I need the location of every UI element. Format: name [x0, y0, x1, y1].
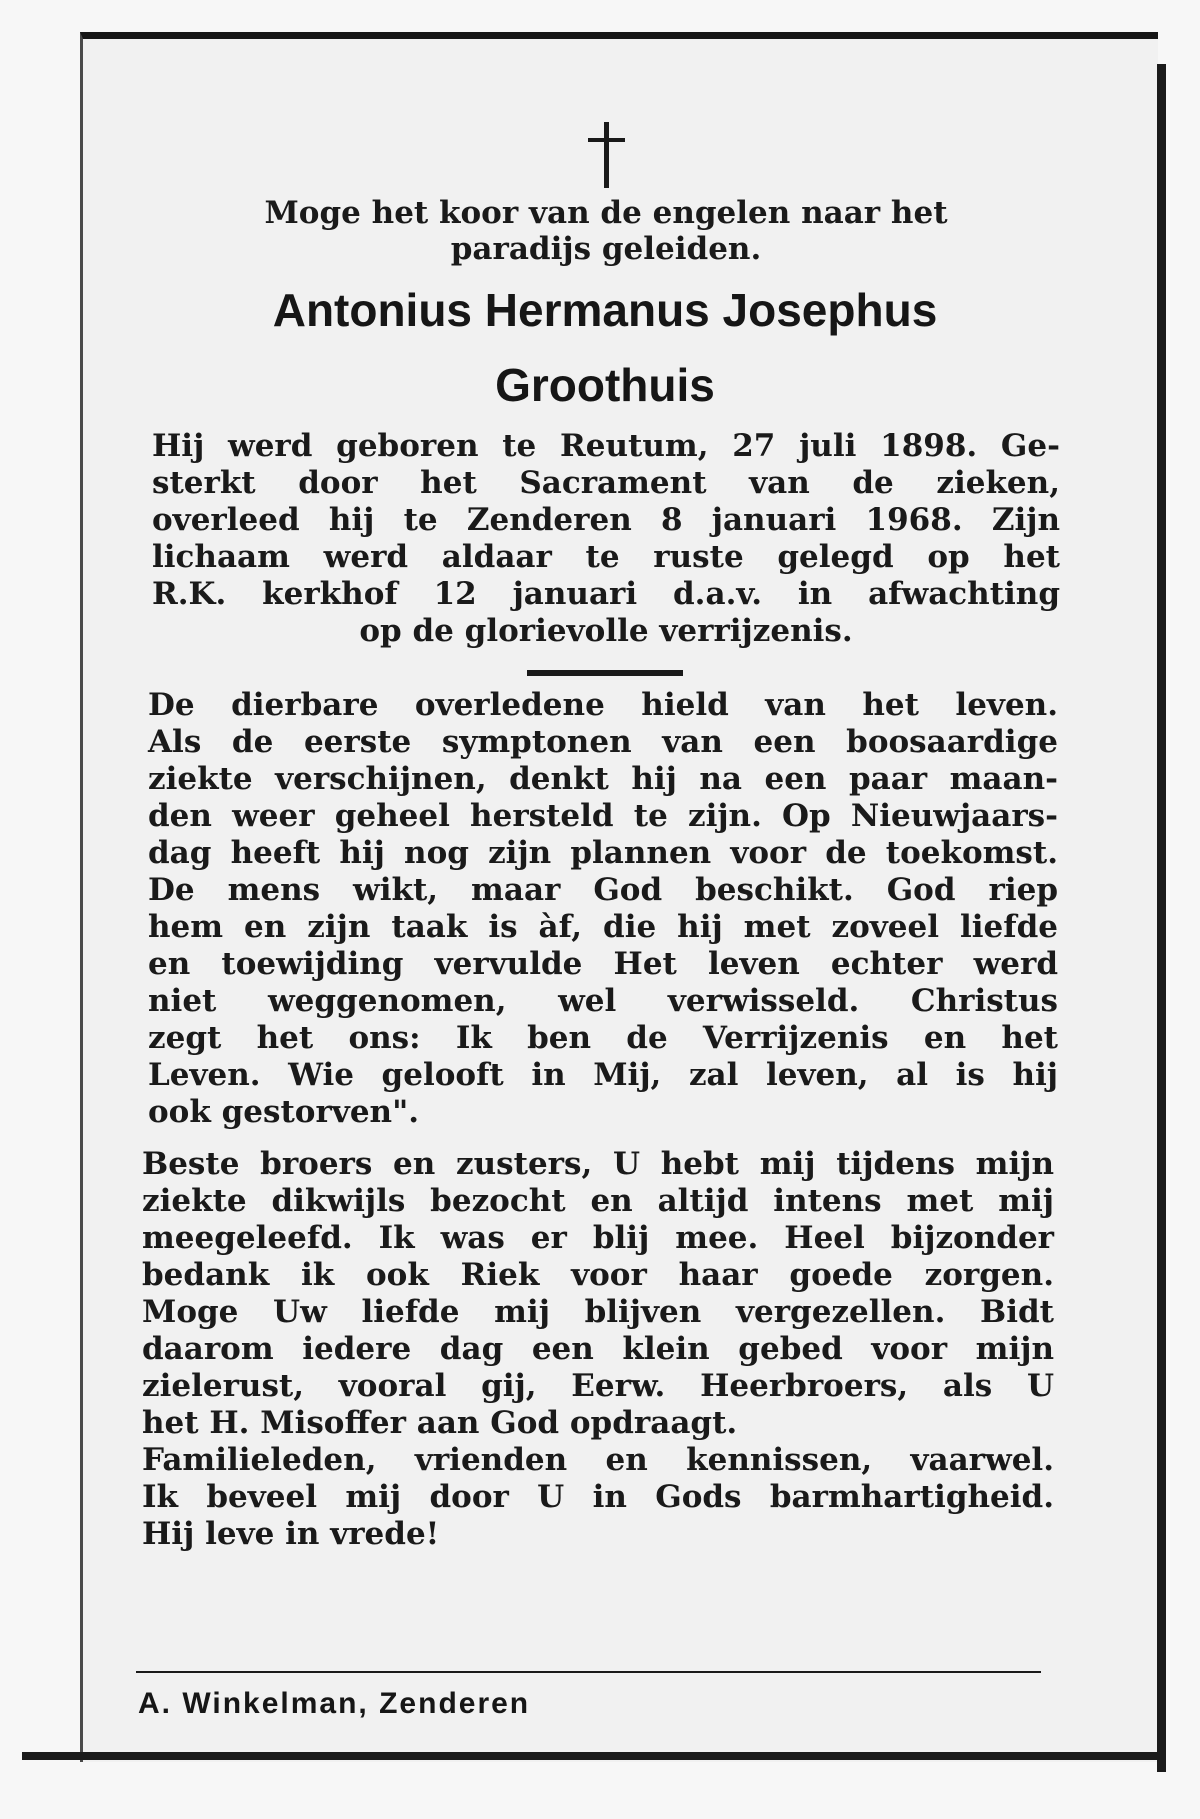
cross-icon [582, 120, 632, 190]
biography-line: R.K. kerkhof 12 januari d.a.v. in afwachting [152, 576, 1060, 612]
farewell-line: Moge Uw liefde mij blijven vergezellen. Bidt [142, 1294, 1054, 1330]
farewell-line: ziekte dikwijls bezocht en altijd intens met mij [142, 1183, 1054, 1219]
farewell-line: daarom iedere dag een klein gebed voor mijn [142, 1331, 1054, 1367]
biography-line: Hij werd geboren te Reutum, 27 juli 1898. Ge- [152, 428, 1060, 464]
tribute-line: ziekte verschijnen, denkt hij na een paar maan- [148, 761, 1058, 797]
biography-line: lichaam werd aldaar te ruste gelegd op het [152, 539, 1060, 575]
farewell-line: Beste broers en zusters, U hebt mij tijdens mijn [142, 1146, 1054, 1182]
farewell-line: Ik beveel mij door U in Gods barmhartigheid. [142, 1479, 1054, 1515]
card-shadow-edge [1157, 64, 1166, 1772]
farewell-line: meegeleefd. Ik was er blij mee. Heel bijzonder [142, 1220, 1054, 1256]
tribute-line: ook gestorven". [148, 1094, 420, 1130]
divider [527, 670, 683, 676]
biography-line: op de glorievolle verrijzenis. [359, 613, 853, 649]
farewell-line: zielerust, vooral gij, Eerw. Heerbroers, als U [142, 1368, 1054, 1404]
farewell-line: bedank ik ook Riek voor haar goede zorgen. [142, 1257, 1054, 1293]
prayer-line: Moge het koor van de engelen naar het [264, 195, 948, 231]
farewell-line: het H. Misoffer aan God opdraagt. [142, 1405, 738, 1441]
tribute-line: den weer geheel hersteld te zijn. Op Nieuwjaars- [148, 798, 1058, 834]
printer-credit: A. Winkelman, Zenderen [138, 1687, 531, 1720]
tribute-line: zegt het ons: Ik ben de Verrijzenis en het [148, 1020, 1058, 1056]
farewell-line: Hij leve in vrede! [142, 1516, 440, 1552]
tribute-line: dag heeft hij nog zijn plannen voor de toekomst. [148, 835, 1058, 871]
deceased-name: Antonius Hermanus Josephus [272, 284, 938, 336]
tribute-line: en toewijding vervulde Het leven echter werd [148, 946, 1058, 982]
card-shadow-edge [22, 1752, 1166, 1760]
deceased-surname: Groothuis [495, 359, 715, 411]
tribute-line: hem en zijn taak is àf, die hij met zoveel liefde [148, 909, 1058, 945]
tribute-line: De dierbare overledene hield van het leven. [148, 687, 1058, 723]
tribute-line: De mens wikt, maar God beschikt. God riep [148, 872, 1058, 908]
tribute-line: Leven. Wie gelooft in Mij, zal leven, al is hij [148, 1057, 1058, 1093]
tribute-line: niet weggenomen, wel verwisseld. Christus [148, 983, 1058, 1019]
tribute-line: Als de eerste symptonen van een boosaardige [148, 724, 1058, 760]
prayer-line: paradijs geleiden. [450, 231, 762, 267]
footer-divider [136, 1671, 1041, 1673]
farewell-line: Familieleden, vrienden en kennissen, vaarwel. [142, 1442, 1054, 1478]
biography-line: sterkt door het Sacrament van de zieken, [152, 465, 1060, 501]
biography-line: overleed hij te Zenderen 8 januari 1968. Zijn [152, 502, 1060, 538]
